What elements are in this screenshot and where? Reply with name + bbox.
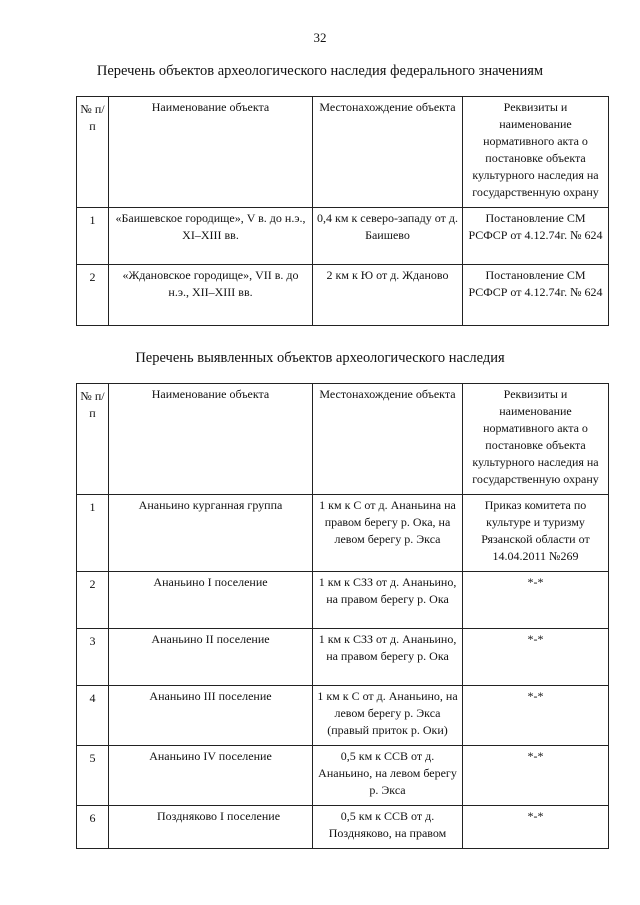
row-name: Ананьино I поселение xyxy=(109,572,313,629)
row-num: 4 xyxy=(77,686,109,746)
header-num: № п/п xyxy=(77,384,109,495)
table-row xyxy=(77,746,609,806)
row-location: 1 км к С от д. Ананьино, на левом берегу р. Экса (правый приток р. Оки) xyxy=(313,686,463,746)
table-header-row xyxy=(77,384,609,495)
row-num: 2 xyxy=(77,265,109,326)
table-header-row xyxy=(77,97,609,208)
table1-title: Перечень объектов археологического наследия федерального значениям xyxy=(96,63,544,79)
row-num: 1 xyxy=(77,208,109,265)
row-document: Приказ комитета по культуре и туризму Рязанской области от 14.04.2011 №269 xyxy=(463,495,609,572)
table2-title: Перечень выявленных объектов археологического наследия xyxy=(135,350,505,366)
row-name: Поздняково I поселение xyxy=(109,806,313,849)
row-location: 2 км к Ю от д. Жданово xyxy=(313,265,463,326)
row-location: 1 км к СЗЗ от д. Ананьино, на правом берегу р. Ока xyxy=(313,572,463,629)
row-location: 0,4 км к северо-западу от д. Баишево xyxy=(313,208,463,265)
table-row xyxy=(77,208,609,265)
identified-objects-table xyxy=(76,383,609,849)
row-document: *-* xyxy=(463,629,609,686)
row-document: *-* xyxy=(463,746,609,806)
table-row xyxy=(77,265,609,326)
row-name: Ананьино III поселение xyxy=(109,686,313,746)
row-location: 0,5 км к ССВ от д. Ананьино, на левом берегу р. Экса xyxy=(313,746,463,806)
row-num: 6 xyxy=(77,806,109,849)
header-document: Реквизиты и наименование нормативного акта о постановке объекта культурного наследия на государственную охрану xyxy=(463,384,609,495)
row-name: «Ждановское городище», VII в. до н.э., XII–XIII вв. xyxy=(109,265,313,326)
row-num: 5 xyxy=(77,746,109,806)
row-name: Ананьино IV поселение xyxy=(109,746,313,806)
header-location: Местонахождение объекта xyxy=(313,97,463,208)
row-document: Постановление СМ РСФСР от 4.12.74г. № 624 xyxy=(463,265,609,326)
table-row xyxy=(77,806,609,849)
header-name: Наименование объекта xyxy=(109,97,313,208)
table-row xyxy=(77,629,609,686)
table-row xyxy=(77,495,609,572)
page-number: 32 xyxy=(313,30,327,45)
header-document: Реквизиты и наименование нормативного акта о постановке объекта культурного наследия на государственную охрану xyxy=(463,97,609,208)
table-row xyxy=(77,572,609,629)
row-name: «Баишевское городище», V в. до н.э., XI–XIII вв. xyxy=(109,208,313,265)
row-name: Ананьино II поселение xyxy=(109,629,313,686)
row-num: 3 xyxy=(77,629,109,686)
header-name: Наименование объекта xyxy=(109,384,313,495)
row-name: Ананьино курганная группа xyxy=(109,495,313,572)
row-num: 2 xyxy=(77,572,109,629)
header-num: № п/п xyxy=(77,97,109,208)
header-location: Местонахождение объекта xyxy=(313,384,463,495)
row-document: *-* xyxy=(463,572,609,629)
row-document: *-* xyxy=(463,686,609,746)
row-location: 0,5 км к ССВ от д. Поздняково, на правом xyxy=(313,806,463,849)
row-document: Постановление СМ РСФСР от 4.12.74г. № 624 xyxy=(463,208,609,265)
row-location: 1 км к С от д. Ананьина на правом берегу р. Ока, на левом берегу р. Экса xyxy=(313,495,463,572)
table-row xyxy=(77,686,609,746)
federal-objects-table xyxy=(76,96,609,326)
row-document: *-* xyxy=(463,806,609,849)
row-num: 1 xyxy=(77,495,109,572)
row-location: 1 км к СЗЗ от д. Ананьино, на правом берегу р. Ока xyxy=(313,629,463,686)
